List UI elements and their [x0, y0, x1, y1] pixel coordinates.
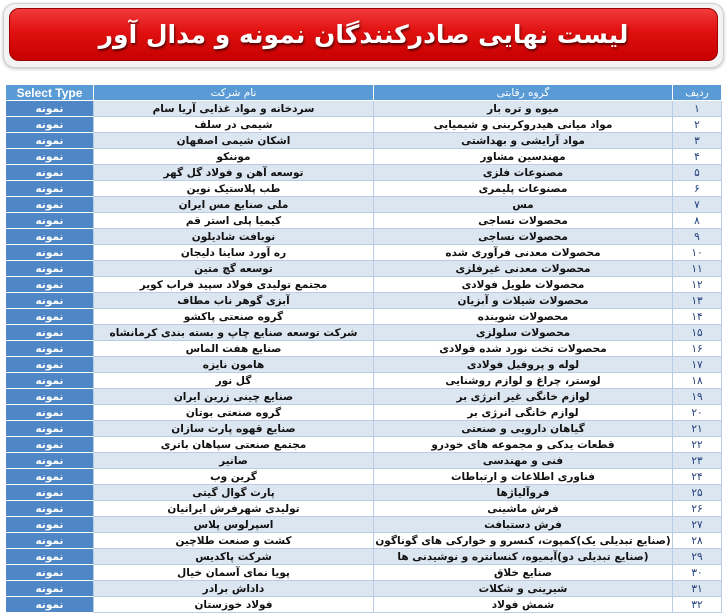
select-type-cell[interactable]: نمونه [6, 453, 94, 469]
select-type-cell[interactable]: نمونه [6, 501, 94, 517]
exporters-table [5, 84, 722, 613]
table-row [6, 389, 722, 405]
select-type-cell[interactable]: نمونه [6, 597, 94, 613]
row-number: ۱۴ [673, 309, 722, 325]
competition-group: لوازم خانگی انرژی بر [374, 405, 673, 421]
row-number: ۵ [673, 165, 722, 181]
table-header-row [6, 85, 722, 101]
select-type-cell[interactable]: نمونه [6, 309, 94, 325]
row-number: ۶ [673, 181, 722, 197]
competition-group: فنی و مهندسی [374, 453, 673, 469]
select-type-cell[interactable]: نمونه [6, 181, 94, 197]
select-type-cell[interactable]: نمونه [6, 261, 94, 277]
row-number: ۱۳ [673, 293, 722, 309]
competition-group: لوله و پروفیل فولادی [374, 357, 673, 373]
company-name: گل نور [94, 373, 374, 389]
company-name: کیمیا پلی استر قم [94, 213, 374, 229]
select-type-cell[interactable]: نمونه [6, 549, 94, 565]
company-name: کشت و صنعت طلاچین [94, 533, 374, 549]
competition-group: محصولات معدنی غیرفلزی [374, 261, 673, 277]
company-name: هامون نایزه [94, 357, 374, 373]
page-title: لیست نهایی صادرکنندگان نمونه و مدال آور [98, 20, 629, 49]
row-number: ۲۰ [673, 405, 722, 421]
competition-group: محصولات طویل فولادی [374, 277, 673, 293]
company-name: نوبافت شادیلون [94, 229, 374, 245]
competition-group: محصولات معدنی فرآوری شده [374, 245, 673, 261]
company-name: گرین وب [94, 469, 374, 485]
table-row [6, 213, 722, 229]
select-type-cell[interactable]: نمونه [6, 421, 94, 437]
competition-group: قطعات یدکی و مجموعه های خودرو [374, 437, 673, 453]
competition-group: مصنوعات فلزی [374, 165, 673, 181]
competition-group: محصولات شوینده [374, 309, 673, 325]
company-name: شرکت پاکدیس [94, 549, 374, 565]
select-type-cell[interactable]: نمونه [6, 293, 94, 309]
competition-group: مهندسین مشاور [374, 149, 673, 165]
company-name: گروه صنعتی بوتان [94, 405, 374, 421]
row-number: ۲ [673, 117, 722, 133]
row-number: ۲۲ [673, 437, 722, 453]
company-name: صنایع هفت الماس [94, 341, 374, 357]
select-type-cell[interactable]: نمونه [6, 229, 94, 245]
company-name: آبزی گوهر ناب مطاف [94, 293, 374, 309]
competition-group: مواد آرایشی و بهداشتی [374, 133, 673, 149]
table-row [6, 485, 722, 501]
company-name: پویا نمای آسمان خیال [94, 565, 374, 581]
company-name: موننکو [94, 149, 374, 165]
competition-group: محصولات شیلات و آبزیان [374, 293, 673, 309]
select-type-cell[interactable]: نمونه [6, 213, 94, 229]
competition-group: شیرینی و شکلات [374, 581, 673, 597]
table-row [6, 165, 722, 181]
table-row [6, 117, 722, 133]
select-type-cell[interactable]: نمونه [6, 245, 94, 261]
title-banner-inner [9, 8, 718, 61]
company-name: سردخانه و مواد غذایی آریا سام [94, 101, 374, 117]
competition-group: لوازم خانگی غیر انرژی بر [374, 389, 673, 405]
select-type-cell[interactable]: نمونه [6, 277, 94, 293]
row-number: ۲۹ [673, 549, 722, 565]
competition-group: محصولات نساجی [374, 229, 673, 245]
table-row [6, 277, 722, 293]
competition-group: فناوری اطلاعات و ارتباطات [374, 469, 673, 485]
row-number: ۱۲ [673, 277, 722, 293]
company-name: شیمی در سلف [94, 117, 374, 133]
competition-group: (صنایع تبدیلی یک)کمپوت، کنسرو و خوارکی های گوناگون [375, 534, 671, 547]
table-row [6, 309, 722, 325]
header-select-type[interactable]: Select Type [6, 85, 94, 101]
company-name: داداش برادر [94, 581, 374, 597]
company-name: صنایع قهوه پارت سازان [94, 421, 374, 437]
row-number: ۲۵ [673, 485, 722, 501]
header-company: نام شرکت [94, 85, 374, 101]
table-row [6, 341, 722, 357]
competition-group: صنایع خلاق [374, 565, 673, 581]
company-name: فولاد خوزستان [94, 597, 374, 613]
row-number: ۱۸ [673, 373, 722, 389]
row-number: ۴ [673, 149, 722, 165]
table-row [6, 261, 722, 277]
select-type-cell[interactable]: نمونه [6, 533, 94, 549]
table-row [6, 501, 722, 517]
select-type-cell[interactable]: نمونه [6, 581, 94, 597]
table-row [6, 421, 722, 437]
table-row [6, 101, 722, 117]
row-number: ۲۶ [673, 501, 722, 517]
competition-group: (صنایع تبدیلی دو)آبمیوه، کنسانتره و نوشیدنی ها [374, 549, 673, 565]
company-name: گروه صنعتی پاکشو [94, 309, 374, 325]
row-number: ۲۴ [673, 469, 722, 485]
select-type-cell[interactable]: نمونه [6, 389, 94, 405]
table-row [6, 373, 722, 389]
table-row [6, 517, 722, 533]
select-type-cell[interactable]: نمونه [6, 165, 94, 181]
row-number: ۱ [673, 101, 722, 117]
row-number: ۳۲ [673, 597, 722, 613]
table-row [6, 533, 722, 549]
competition-group: فروآلیاژها [374, 485, 673, 501]
table-row [6, 453, 722, 469]
row-number: ۷ [673, 197, 722, 213]
table-row [6, 229, 722, 245]
company-name: اسپرلوس پلاس [94, 517, 374, 533]
table-row [6, 293, 722, 309]
select-type-cell[interactable]: نمونه [6, 357, 94, 373]
select-type-cell[interactable]: نمونه [6, 197, 94, 213]
select-type-cell[interactable]: نمونه [6, 405, 94, 421]
select-type-cell[interactable]: نمونه [6, 149, 94, 165]
row-number: ۲۳ [673, 453, 722, 469]
company-name: پارت گوال گیتی [94, 485, 374, 501]
table-row [6, 549, 722, 565]
row-number: ۱۶ [673, 341, 722, 357]
table-row [6, 581, 722, 597]
company-name: شرکت توسعه صنایع چاپ و بسته بندی کرمانشاه [94, 325, 374, 341]
select-type-cell[interactable]: نمونه [6, 325, 94, 341]
select-type-cell[interactable]: نمونه [6, 565, 94, 581]
competition-group: محصولات تخت نورد شده فولادی [374, 341, 673, 357]
competition-group: فرش دستبافت [374, 517, 673, 533]
row-number: ۱۷ [673, 357, 722, 373]
row-number: ۲۸ [673, 533, 722, 549]
competition-group: لوستر، چراغ و لوازم روشنایی [374, 373, 673, 389]
company-name: ملی صنایع مس ایران [94, 197, 374, 213]
select-type-cell[interactable]: نمونه [6, 101, 94, 117]
select-type-cell[interactable]: نمونه [6, 517, 94, 533]
company-name: صانیر [94, 453, 374, 469]
competition-group: میوه و تره بار [374, 101, 673, 117]
competition-group: مس [374, 197, 673, 213]
row-number: ۸ [673, 213, 722, 229]
competition-group: مصنوعات پلیمری [374, 181, 673, 197]
row-number: ۹ [673, 229, 722, 245]
company-name: اشکان شیمی اصفهان [94, 133, 374, 149]
table-row [6, 133, 722, 149]
table-row [6, 357, 722, 373]
row-number: ۳۱ [673, 581, 722, 597]
table-row [6, 469, 722, 485]
row-number: ۱۵ [673, 325, 722, 341]
select-type-cell[interactable]: نمونه [6, 437, 94, 453]
header-group: گروه رقابتی [374, 85, 673, 101]
company-name: توسعه گچ متین [94, 261, 374, 277]
competition-group: فرش ماشینی [374, 501, 673, 517]
table-row [6, 245, 722, 261]
competition-group: گیاهان دارویی و صنعتی [374, 421, 673, 437]
company-name: طب پلاستیک نوین [94, 181, 374, 197]
title-banner [3, 3, 724, 68]
company-name: تولیدی شهرفرش ایرانیان [94, 501, 374, 517]
select-type-cell[interactable]: نمونه [6, 485, 94, 501]
company-name: مجتمع تولیدی فولاد سپید فراب کویر [94, 277, 374, 293]
table-row [6, 181, 722, 197]
company-name: صنایع چینی زرین ایران [94, 389, 374, 405]
select-type-cell[interactable]: نمونه [6, 373, 94, 389]
row-number: ۱۰ [673, 245, 722, 261]
row-number: ۲۱ [673, 421, 722, 437]
table-row [6, 437, 722, 453]
competition-group: مواد میانی هیدروکربنی و شیمیایی [374, 117, 673, 133]
row-number: ۱۹ [673, 389, 722, 405]
table-row [6, 149, 722, 165]
select-type-cell[interactable]: نمونه [6, 133, 94, 149]
company-name: ره آورد ساینا دلیجان [94, 245, 374, 261]
table-row [6, 565, 722, 581]
competition-group: محصولات نساجی [374, 213, 673, 229]
select-type-cell[interactable]: نمونه [6, 341, 94, 357]
company-name: توسعه آهن و فولاد گل گهر [94, 165, 374, 181]
competition-group: محصولات سلولزی [374, 325, 673, 341]
row-number: ۳ [673, 133, 722, 149]
table-row [6, 197, 722, 213]
competition-group: شمش فولاد [374, 597, 673, 613]
row-number: ۲۷ [673, 517, 722, 533]
select-type-cell[interactable]: نمونه [6, 469, 94, 485]
select-type-cell[interactable]: نمونه [6, 117, 94, 133]
company-name: مجتمع صنعتی سپاهان باتری [94, 437, 374, 453]
row-number: ۱۱ [673, 261, 722, 277]
row-number: ۳۰ [673, 565, 722, 581]
table-row [6, 597, 722, 613]
header-radif: ردیف [673, 85, 722, 101]
table-row [6, 325, 722, 341]
table-row [6, 405, 722, 421]
